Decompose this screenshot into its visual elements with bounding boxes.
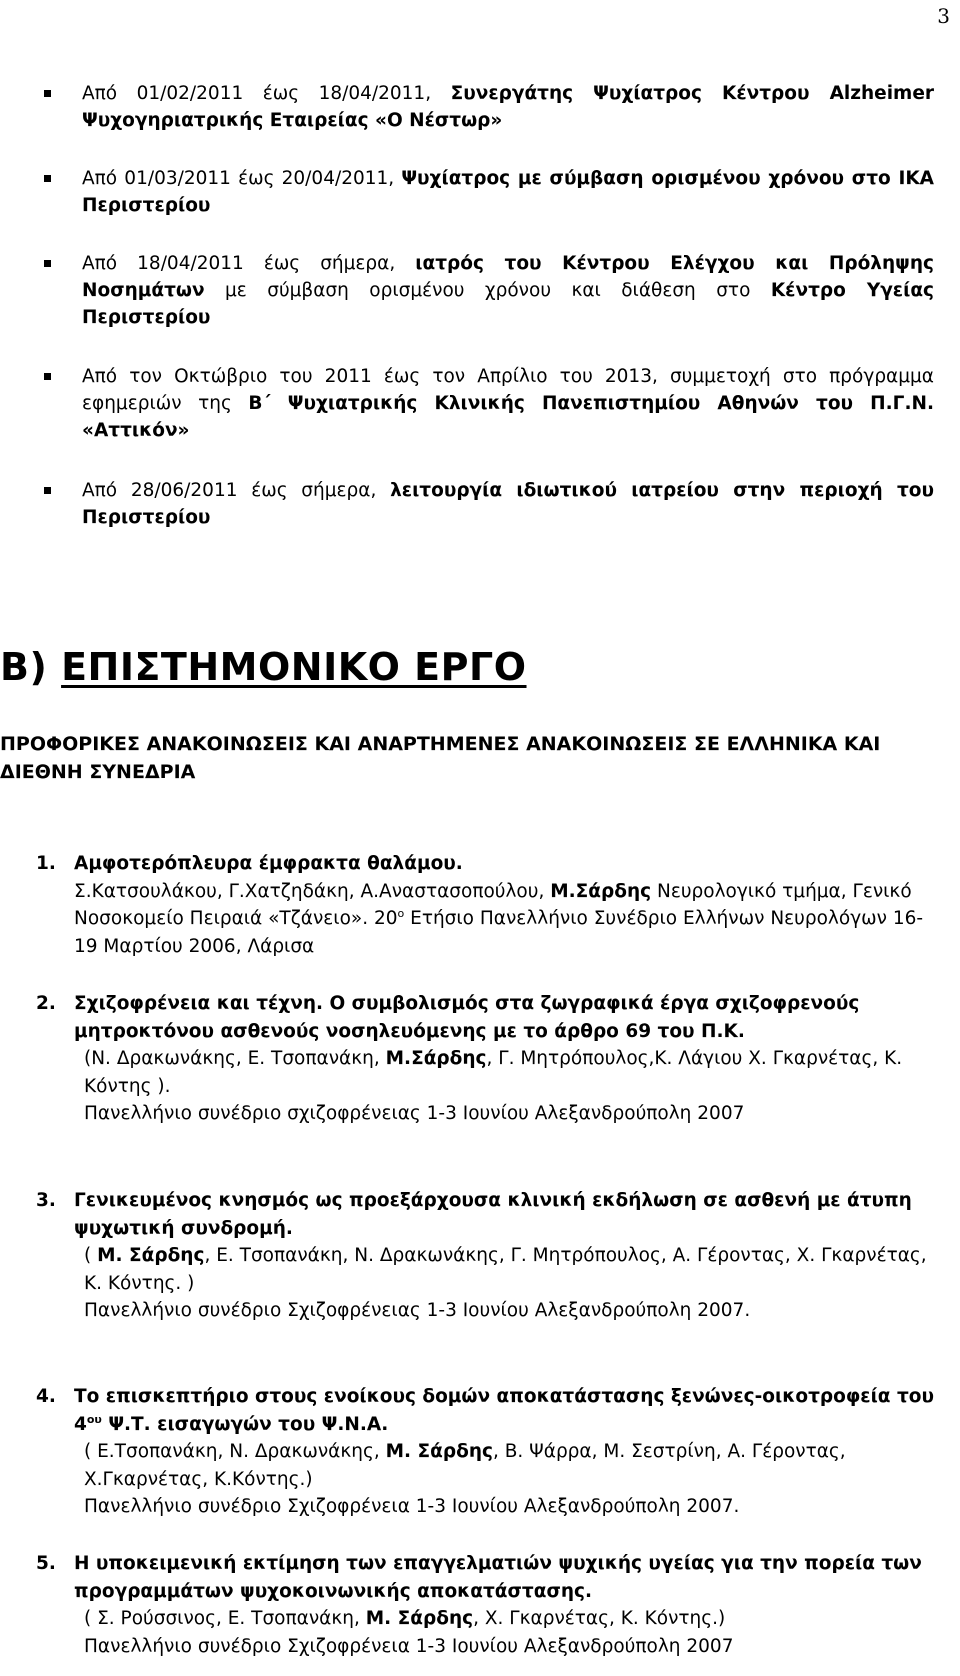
publication-authors: ( Μ. Σάρδης, Ε. Τσοπανάκη, Ν. Δρακωνάκης, Γ. Μητρόπουλος, Α. Γέροντας, Χ. Γκαρνέτας, Κ. Κόντης. ) [84,1245,927,1294]
square-bullet-icon [44,175,51,182]
sub-heading: ΠΡΟΦΟΡΙΚΕΣ ΑΝΑΚΟΙΝΩΣΕΙΣ ΚΑΙ ΑΝΑΡΤΗΜΕΝΕΣ ΑΝΑΚΟΙΝΩΣΕΙΣ ΣΕ ΕΛΛΗΝΙΚΑ ΚΑΙ ΔΙΕΘΝΗ ΣΥΝΕΔΡΙΑ [0,733,881,783]
publication-authors: ( Σ. Ρούσσινος, Ε. Τσοπανάκη, Μ. Σάρδης, Χ. Γκαρνέτας, Κ. Κόντης.) [84,1608,726,1629]
bullet-item [44,80,934,134]
publication-authors: ( Ε.Τσοπανάκη, Ν. Δρακωνάκης, Μ. Σάρδης, Β. Ψάρρα, Μ. Σεστρίνη, Α. Γέροντας, Χ.Γκαρνέτας, Κ.Κόντης.) [84,1441,846,1490]
bullet-item [44,165,934,219]
bullet-text: με σύμβαση ορισμένου χρόνου και διάθεση στο [204,280,771,301]
bullet-bold-text: ιατρός του Κέντρου Ελέγχου και Πρόληψης Νοσημάτων [82,253,935,301]
bullet-bold-text: λειτουργία ιδιωτικού ιατρείου στην περιοχή του Περιστερίου [82,480,935,528]
publication-authors: (Ν. Δρακωνάκης, Ε. Τσοπανάκη, Μ.Σάρδης, Γ. Μητρόπουλος,Κ. Λάγιου Χ. Γκαρνέτας, Κ. Κόντης ). [84,1048,903,1097]
page-number: 3 [937,4,950,28]
bullet-item [44,250,934,331]
bullet-text: Από 18/04/2011 έως σήμερα, [82,253,416,274]
square-bullet-icon [44,373,51,380]
publication-title: Η υποκειμενική εκτίμηση των επαγγελματιών ψυχικής υγείας για την πορεία των προγραμμάτων ψυχοκοινωνικής αποκατάστασης. [74,1553,922,1602]
section-heading [0,645,527,689]
publication-number: 2. [36,993,56,1014]
publication-number: 5. [36,1553,56,1574]
publication-number: 4. [36,1386,56,1407]
publication-number: 3. [36,1190,56,1211]
bullet-text: Από 01/02/2011 έως 18/04/2011, [82,83,451,104]
section-title: ΕΠΙΣΤΗΜΟΝΙΚΟ ΕΡΓΟ [61,645,527,689]
bullet-item [44,477,934,531]
publication-venue: Πανελλήνιο συνέδριο Σχιζοφρένεια 1-3 Ιουνίου Αλεξανδρούπολη 2007. [84,1496,740,1517]
bullet-text: Από 28/06/2011 έως σήμερα, [82,480,391,501]
square-bullet-icon [44,487,51,494]
section-prefix: Β) [0,645,62,689]
bullet-item [44,363,934,444]
publication-title: Το επισκεπτήριο στους ενοίκους δομών αποκατάστασης ξενώνες-οικοτροφεία του $4^{o\upsilon}$ Ψ.Τ. εισαγωγών του Ψ.Ν.Α. [74,1386,934,1435]
bullet-bold-text: Κέντρο Υγείας Περιστερίου [82,280,934,328]
bullet-text: Από τον Οκτώβριο του 2011 έως τον Απρίλιο του 2013, συμμετοχή στο πρόγραμμα εφημεριών της [82,366,934,414]
square-bullet-icon [44,260,51,267]
bullet-bold-text: Συνεργάτης Ψυχίατρος Κέντρου Alzheimer Ψυχογηριατρικής Εταιρείας «Ο Νέστωρ» [82,83,934,131]
bullet-bold-text: Β΄ Ψυχιατρικής Κλινικής Πανεπιστημίου Αθηνών του Π.Γ.Ν. «Αττικόν» [82,393,934,441]
bullet-bold-text: Ψυχίατρος με σύμβαση ορισμένου χρόνου στο ΙΚΑ Περιστερίου [82,168,934,216]
publication-authors: Σ.Κατσουλάκου, Γ.Χατζηδάκη, Α.Αναστασοπούλου, Μ.Σάρδης Νευρολογικό τμήμα, Γενικό Νοσοκομείο Πειραιά «Τζάνειο». $20^o$ Ετήσιο Πανελλήνιο Συνέδριο Ελλήνων Νευρολόγων 16-19 Μαρτίου 2006, Λάρισα [74,880,924,957]
publication-title: Γενικευμένος κνησμός ως προεξάρχουσα κλινική εκδήλωση σε ασθενή με άτυπη ψυχωτική συνδρομή. [74,1190,912,1239]
publication-venue: Πανελλήνιο συνέδριο σχιζοφρένειας 1-3 Ιουνίου Αλεξανδρούπολη 2007 [84,1103,745,1124]
square-bullet-icon [44,90,51,97]
publication-venue: Πανελλήνιο συνέδριο Σχιζοφρένεια 1-3 Ιουνίου Αλεξανδρούπολη 2007 [84,1635,734,1657]
publication-number: 1. [36,853,56,874]
publication-venue: Πανελλήνιο συνέδριο Σχιζοφρένειας 1-3 Ιουνίου Αλεξανδρούπολη 2007. [84,1300,751,1321]
publication-title: Αμφοτερόπλευρα έμφρακτα θαλάμου. [74,853,463,874]
bullet-text: Από 01/03/2011 έως 20/04/2011, [82,168,402,189]
publication-title: Σχιζοφρένεια και τέχνη. Ο συμβολισμός στα ζωγραφικά έργα σχιζοφρενούς μητροκτόνου ασθενούς νοσηλευόμενης με το άρθρο 69 του Π.Κ. [74,993,860,1042]
